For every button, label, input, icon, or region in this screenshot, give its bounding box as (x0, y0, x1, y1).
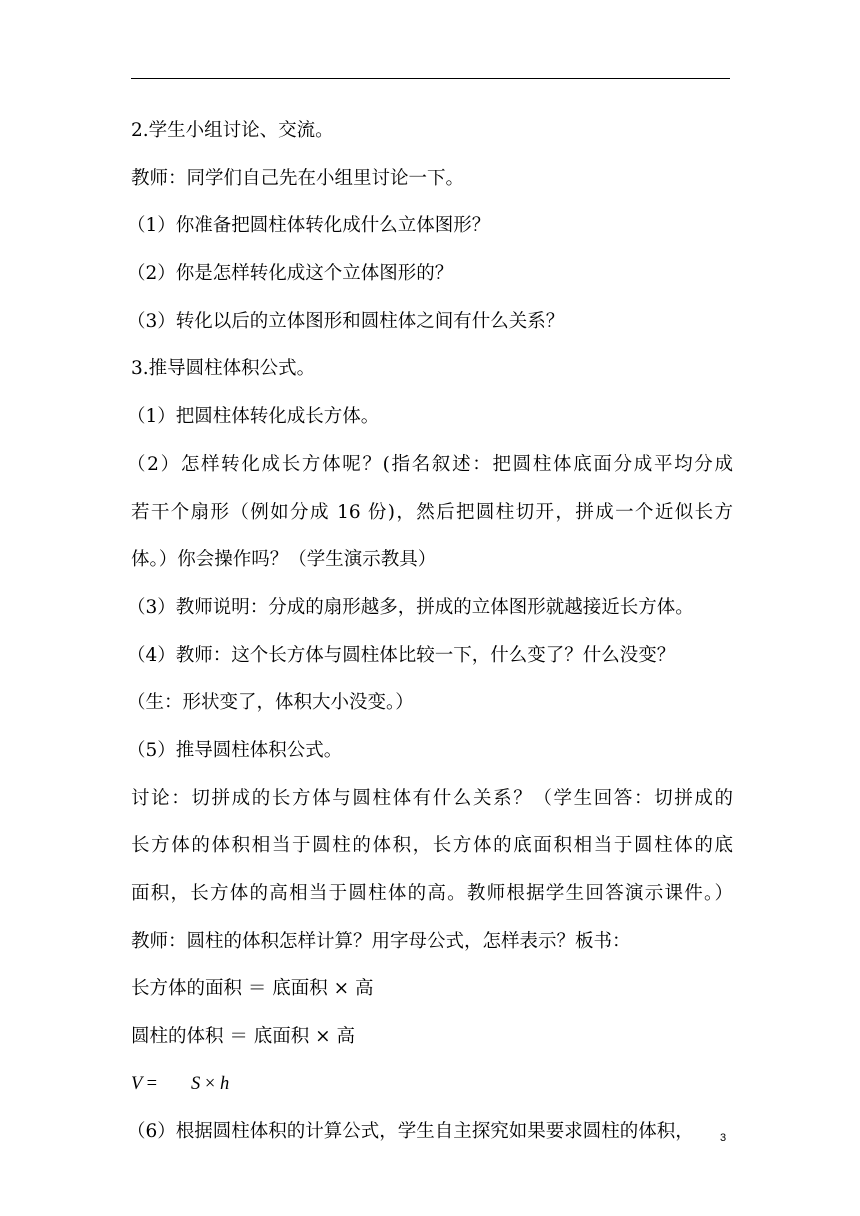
paragraph-line: 面积，长方体的高相当于圆柱体的高。教师根据学生回答演示课件。） (131, 883, 733, 904)
formula-v: V (131, 1073, 142, 1094)
formula-times: × (204, 1073, 216, 1094)
formula-equals: = (146, 1073, 158, 1094)
paragraph-line: （6）根据圆柱体积的计算公式，学生自主探究如果要求圆柱的体积， (127, 1121, 694, 1143)
paragraph-line: 长方体的体积相当于圆柱的体积，长方体的底面积相当于圆柱体的底 (131, 835, 733, 857)
paragraph-line: （1）把圆柱体转化成长方体。 (127, 406, 380, 428)
paragraph-line: 教师：圆柱的体积怎样计算？用字母公式，怎样表示？板书： (131, 930, 631, 952)
formula-line: 长方体的面积 ＝ 底面积 × 高 (131, 978, 374, 1000)
paragraph-line: 2.学生小组讨论、交流。 (131, 120, 334, 141)
formula-line: 圆柱的体积 ＝ 底面积 × 高 (131, 1026, 356, 1048)
header-rule (131, 78, 730, 79)
page-number: 3 (720, 1132, 727, 1144)
paragraph-line: （3）转化以后的立体图形和圆柱体之间有什么关系？ (127, 310, 565, 332)
volume-formula (131, 1061, 733, 1109)
formula-h: h (219, 1073, 230, 1094)
paragraph-line: （5）推导圆柱体积公式。 (127, 739, 343, 761)
paragraph-line: （2）你是怎样转化成这个立体图形的？ (127, 263, 454, 285)
paragraph-line: （1）你准备把圆柱体转化成什么立体图形？ (127, 215, 491, 237)
paragraph-line: 若干个扇形（例如分成 16 份)，然后把圆柱切开，拼成一个近似长方 (131, 501, 733, 523)
paragraph-line: （生：形状变了，体积大小没变。） (127, 692, 414, 714)
paragraph-line: （4）教师：这个长方体与圆柱体比较一下，什么变了？什么没变？ (127, 644, 676, 666)
paragraph-line: （2）怎样转化成长方体呢？(指名叙述：把圆柱体底面分成平均分成 (127, 453, 733, 475)
paragraph-line: （3）教师说明：分成的扇形越多，拼成的立体图形就越接近长方体。 (127, 596, 694, 618)
document-body (127, 107, 733, 1156)
formula-s: S (191, 1073, 201, 1094)
paragraph-line: 讨论：切拼成的长方体与圆柱体有什么关系？（学生回答：切拼成的 (131, 787, 733, 809)
paragraph-line: 教师：同学们自己先在小组里讨论一下。 (131, 167, 465, 189)
paragraph-line: 3.推导圆柱体积公式。 (131, 358, 316, 380)
paragraph-line: 体。）你会操作吗？（学生演示教具） (131, 549, 437, 571)
